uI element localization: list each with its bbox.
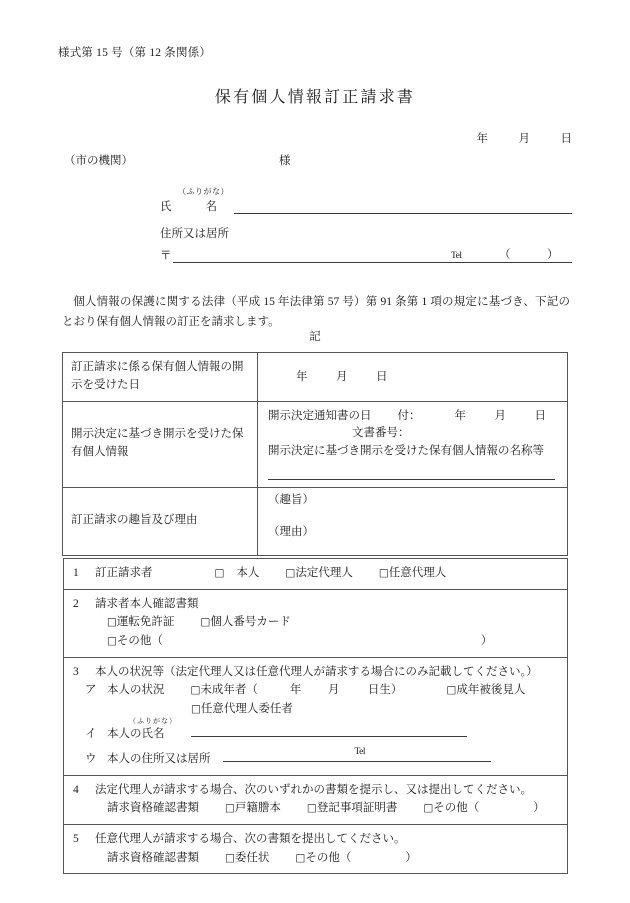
- item2-paren-open: （: [151, 634, 163, 647]
- furigana-label: （ふりがな）: [178, 187, 229, 196]
- date-day-label: 日: [560, 133, 572, 145]
- disclosed-info-name-line[interactable]: [268, 467, 555, 480]
- notice-date-row: [268, 408, 557, 426]
- checkbox-honnin[interactable]: □: [214, 567, 225, 579]
- ki-marker: 記: [309, 331, 321, 343]
- reason-label: （理由）: [268, 526, 314, 539]
- item4-paren-open: （: [467, 802, 480, 815]
- item3-sub-a-line2: [73, 700, 558, 719]
- checkbox-registry-certificate[interactable]: □: [306, 802, 317, 815]
- checkbox-item4-other[interactable]: □: [423, 802, 434, 815]
- item4-option-1: 登記事項証明書: [316, 802, 398, 815]
- item4-number: 4: [73, 783, 79, 796]
- item5-paren-open: （: [339, 851, 352, 864]
- checkbox-nini-dairinin[interactable]: □: [378, 567, 389, 579]
- date-line: [477, 130, 573, 146]
- checklist-cell-2: [64, 589, 568, 657]
- item2-option-0: 運転免許証: [116, 616, 175, 629]
- item4-option-0: 戸籍謄本: [234, 802, 281, 815]
- item5-options-line: [73, 849, 558, 868]
- purpose-label: （趣旨）: [268, 493, 314, 506]
- item5-number: 5: [73, 832, 79, 845]
- date-month-label: 月: [518, 133, 530, 145]
- item3-sub-b-marker: イ: [85, 728, 97, 741]
- tel-paren-close: ）: [547, 248, 559, 261]
- applicant-block: [160, 188, 572, 263]
- item2-paren-close: ）: [480, 634, 493, 647]
- checklist-cell-5: [64, 824, 568, 873]
- item2-title-line: [73, 595, 558, 614]
- checklist-row-3: [64, 657, 568, 775]
- checklist-row-1: [64, 559, 568, 590]
- item3-title: 本人の状況等（法定代理人又は任意代理人が請求する場合にのみ記載してください。）: [95, 665, 538, 678]
- address-label: 住所又は居所: [160, 227, 229, 240]
- row-value-disclosure-date[interactable]: [258, 353, 568, 402]
- item3-person-name-input[interactable]: [191, 725, 467, 737]
- body-paragraph-text: 個人情報の保護に関する法律（平成 15 年法律第 57 号）第 91 条第 1 項の規定に基づき、下記のとおり保有個人情報の訂正を請求します。: [62, 296, 570, 329]
- row-label-disclosure-date: 訂正請求に係る保有個人情報の開示を受けた日: [63, 353, 258, 402]
- name-input-line[interactable]: [234, 200, 572, 214]
- item1-option-2: 任意代理人: [388, 567, 447, 579]
- address-input-line[interactable]: [173, 247, 572, 263]
- checkbox-item5-other[interactable]: □: [295, 851, 306, 864]
- item5-title-line: [73, 830, 558, 849]
- checkbox-adult-ward[interactable]: □: [446, 684, 457, 697]
- checklist-cell-3: [64, 657, 568, 775]
- checklist-cell-1: [64, 559, 568, 590]
- row-label-purpose-reason: 訂正請求の趣旨及び理由: [63, 487, 258, 555]
- addressee-label: （市の機関）: [64, 155, 133, 167]
- item1-title: 訂正請求者: [95, 567, 153, 579]
- checkbox-drivers-license[interactable]: □: [107, 616, 117, 629]
- row-value-disclosed-info[interactable]: [258, 401, 568, 487]
- notice-date-fields: [455, 410, 547, 422]
- item4-title-line: [73, 781, 558, 800]
- day-label: 日: [376, 370, 388, 383]
- checkbox-houtei-dairinin[interactable]: □: [285, 567, 296, 579]
- postal-row: [160, 247, 572, 263]
- item3-sub-c-line: [73, 746, 558, 769]
- item3-sub-a-marker: ア: [85, 684, 97, 697]
- item3-sub-a-opt1: 未成年者: [200, 684, 247, 697]
- item5-paren-close: ）: [405, 851, 417, 864]
- disclosure-date-fields: [296, 371, 388, 383]
- item3-sub-a-paren-open: （: [246, 684, 258, 697]
- tel-icon-2: Tel: [354, 746, 365, 757]
- postal-mark: 〒: [160, 249, 172, 262]
- item3-birth-year: 年: [289, 684, 302, 697]
- addressee-honorific: 様: [279, 155, 291, 167]
- item4-title: 法定代理人が請求する場合、次のいずれかの書類を提示し、又は提出してください。: [95, 783, 532, 796]
- addressee-line: [64, 152, 291, 168]
- name-row: [160, 198, 572, 214]
- item3-sub-b-label: 本人の氏名: [107, 728, 165, 741]
- item5-doc-label: 請求資格確認書類: [107, 851, 199, 864]
- item2-options-line: [73, 613, 558, 632]
- item3-sub-a-line: [73, 681, 558, 700]
- item3-sub-a-label: 本人の状況: [107, 684, 165, 697]
- item4-doc-label: 請求資格確認書類: [107, 802, 199, 815]
- page-title: 保有個人情報訂正請求書: [214, 89, 416, 106]
- checkbox-my-number-card[interactable]: □: [200, 616, 211, 629]
- checklist-row-5: [64, 824, 568, 873]
- notice-month-label: 月: [494, 409, 506, 422]
- checklist-row-2: [64, 589, 568, 657]
- item3-birth-month: 月: [327, 684, 340, 697]
- item3-sub-b-line: [73, 725, 558, 744]
- tel-icon: Tel: [451, 250, 462, 261]
- item2-other-line: [73, 632, 558, 651]
- checkbox-item2-other[interactable]: □: [107, 634, 117, 647]
- item2-option-1: 個人番号カード: [210, 616, 291, 629]
- item3-sub-a-opt2: 成年被後見人: [456, 684, 526, 697]
- date-year-label: 年: [476, 133, 488, 145]
- main-info-table: [62, 352, 568, 556]
- item5-option-0: 委任状: [234, 851, 270, 864]
- item2-number: 2: [73, 597, 79, 610]
- checklist-cell-4: [64, 775, 568, 824]
- checkbox-minor[interactable]: □: [190, 684, 201, 697]
- notice-date-label: 開示決定通知書の日: [268, 409, 372, 422]
- row-value-purpose-reason[interactable]: [258, 487, 568, 555]
- item1-option-0: 本人: [236, 567, 260, 579]
- item1-line: [73, 567, 446, 579]
- disclosed-info-name-label: 開示決定に基づき開示を受けた保有個人情報の名称等: [268, 445, 544, 458]
- month-label: 月: [336, 370, 348, 383]
- item3-person-address-input[interactable]: [223, 746, 491, 762]
- item3-furigana-label: （ふりがな）: [129, 717, 177, 726]
- tel-paren-open: （: [499, 248, 511, 261]
- notice-year-label: 年: [454, 409, 466, 422]
- checklist-row-4: [64, 775, 568, 824]
- item3-sub-c-marker: ウ: [85, 753, 97, 765]
- item3-sub-a-opt3: 任意代理人委任者: [200, 702, 293, 715]
- item3-number: 3: [73, 665, 79, 678]
- item3-title-line: [73, 663, 558, 682]
- item3-birth-day: 日生）: [367, 684, 403, 697]
- table-row-disclosure-date: [63, 353, 568, 402]
- year-label: 年: [296, 370, 308, 383]
- item4-other-label: その他: [433, 802, 468, 815]
- item1-number: 1: [73, 567, 79, 579]
- item4-options-line: [73, 799, 558, 818]
- item4-paren-close: ）: [533, 802, 545, 815]
- item3-sub-c-label: 本人の住所又は居所: [107, 753, 211, 765]
- checkbox-voluntary-agent-principal[interactable]: □: [191, 702, 201, 715]
- table-row-disclosed-info: [63, 401, 568, 487]
- doc-number-row: 文書番号：: [352, 427, 410, 440]
- item1-option-1: 法定代理人: [295, 567, 353, 579]
- checkbox-family-register[interactable]: □: [225, 802, 235, 815]
- notice-date-colon: 付：: [397, 409, 421, 422]
- table-row-purpose-reason: [63, 487, 568, 555]
- body-paragraph: [62, 292, 570, 332]
- item2-title: 請求者本人確認書類: [95, 597, 199, 610]
- row-label-disclosed-info: 開示決定に基づき開示を受けた保有個人情報: [63, 401, 258, 487]
- form-number: 様式第 15 号（第 12 条関係）: [58, 47, 212, 59]
- item5-other-label: その他: [305, 851, 340, 864]
- item5-title: 任意代理人が請求する場合、次の書類を提出してください。: [95, 832, 406, 845]
- checklist-table: [63, 558, 568, 874]
- item2-other-label: その他: [116, 634, 152, 647]
- name-label: 氏 名: [160, 200, 217, 213]
- checkbox-power-of-attorney[interactable]: □: [225, 851, 235, 864]
- notice-day-label: 日: [534, 409, 546, 422]
